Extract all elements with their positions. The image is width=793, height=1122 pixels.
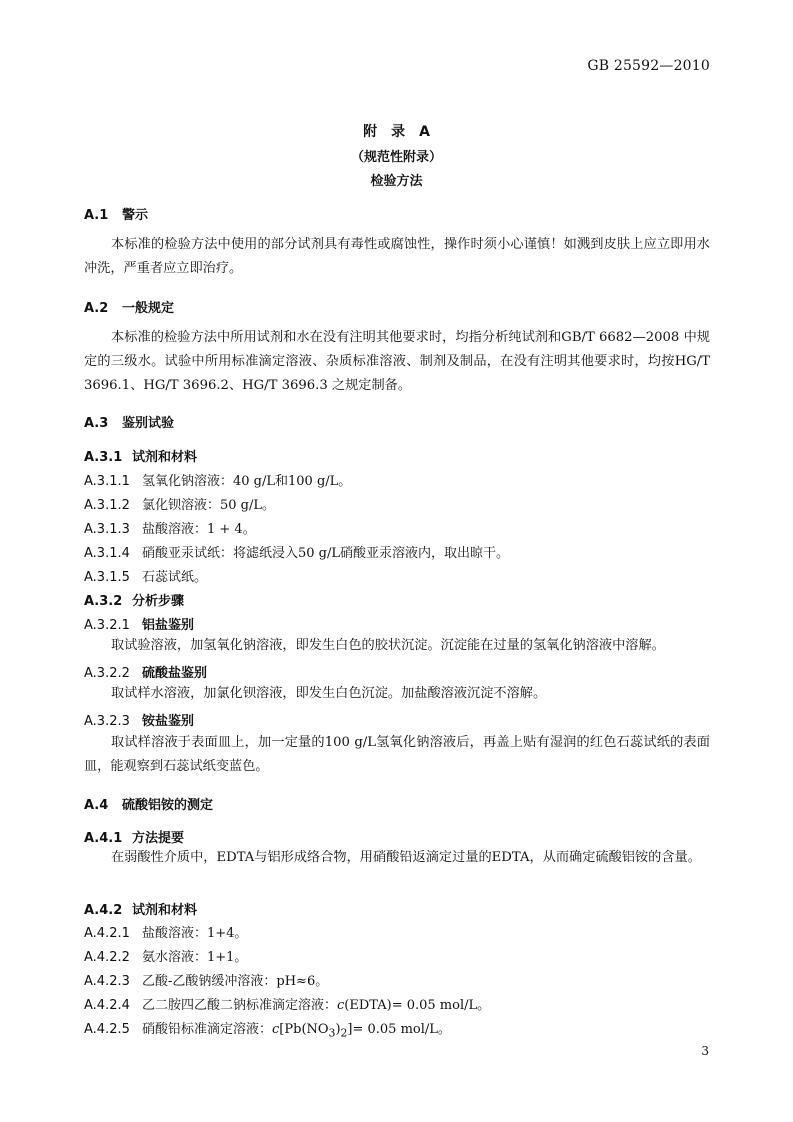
list-item: [84, 1018, 451, 1040]
clause-title: 方法提要: [132, 831, 185, 846]
section-a42-heading: [84, 899, 197, 918]
clause-text: [142, 1022, 451, 1040]
clause-text: [142, 998, 490, 1013]
clause-number: A.4.2.1: [84, 926, 130, 941]
list-item: [84, 566, 207, 585]
section-a31-heading: [84, 446, 197, 465]
clause-number: A.3.1: [84, 450, 123, 465]
clause-title: 分析步骤: [132, 594, 185, 609]
section-number: A.2: [84, 301, 109, 316]
list-item: [84, 470, 351, 489]
clause-text: 石蕊试纸。: [142, 570, 208, 585]
list-item: [84, 518, 256, 537]
list-item: [84, 946, 247, 965]
section-a1-heading: [84, 204, 148, 223]
appendix-heading: 检验方法: [370, 174, 423, 189]
clause-title: 试剂和材料: [132, 450, 198, 465]
section-a2-heading: [84, 297, 174, 316]
document-code: GB 25592—2010: [587, 58, 710, 74]
clause-number: A.3.2.2: [84, 666, 130, 681]
subscript: 3: [328, 1026, 336, 1040]
clause-text: 硝酸亚汞试纸：将滤纸浸入50 g/L硝酸亚汞溶液内，取出晾干。: [142, 546, 510, 561]
section-a322-heading: [84, 662, 207, 681]
section-title: 硫酸铝铵的测定: [122, 798, 214, 813]
clause-number: A.3.2.3: [84, 714, 130, 729]
clause-number: A.3.1.3: [84, 522, 130, 537]
concentration-symbol: c: [272, 1022, 280, 1037]
section-a321-text: 取试验溶液，加氢氧化钠溶液，即发生白色的胶状沉淀。沉淀能在过量的氢氧化钠溶液中溶解。: [111, 638, 665, 653]
section-a41-heading: [84, 827, 184, 846]
clause-text-post: (EDTA)= 0.05 mol/L。: [344, 998, 491, 1013]
clause-text: 氨水溶液：1+1。: [142, 950, 248, 965]
section-a3-heading: [84, 412, 174, 431]
clause-title: 铝盐鉴别: [142, 618, 195, 633]
clause-title: 试剂和材料: [132, 903, 198, 918]
list-item: [84, 970, 328, 989]
clause-number: A.3.2.1: [84, 618, 130, 633]
formula-part: ): [335, 1022, 341, 1037]
section-number: A.3: [84, 416, 109, 431]
formula-part: [Pb(NO: [279, 1022, 329, 1037]
section-a1-text: 本标准的检验方法中使用的部分试剂具有毒性或腐蚀性，操作时须小心谨慎！如溅到皮肤上应立即用水冲洗，严重者应立即治疗。: [84, 237, 710, 276]
section-a4-heading: [84, 794, 213, 813]
appendix-title: 附 录 A: [363, 124, 430, 140]
list-item: [84, 922, 247, 941]
clause-number: A.4.2: [84, 903, 123, 918]
clause-text: 氯化钡溶液：50 g/L。: [142, 498, 276, 513]
clause-text-pre: 乙二胺四乙酸二钠标准滴定溶液：: [142, 998, 338, 1013]
section-a41-text: 在弱酸性介质中，EDTA与铝形成络合物，用硝酸铅返滴定过量的EDTA，从而确定硫酸铝铵的含量。: [111, 850, 701, 865]
list-item: [84, 994, 490, 1013]
clause-title: 铵盐鉴别: [142, 714, 195, 729]
clause-number: A.4.2.3: [84, 974, 130, 989]
section-title: 鉴别试验: [122, 416, 175, 431]
clause-number: A.4.1: [84, 831, 123, 846]
appendix-subtitle: （规范性附录）: [350, 150, 442, 165]
concentration-symbol: c: [337, 998, 345, 1013]
section-number: A.1: [84, 208, 109, 223]
clause-text: 乙酸-乙酸钠缓冲溶液：pH≈6。: [142, 974, 329, 989]
clause-number: A.3.1.5: [84, 570, 130, 585]
clause-text: 盐酸溶液：1 + 4。: [142, 522, 256, 537]
section-a2-text: 本标准的检验方法中所用试剂和水在没有注明其他要求时，均指分析纯试剂和GB/T 6682—2008 中规定的三级水。试验中所用标准滴定溶液、杂质标准溶液、制剂及制品，在没有注明其他要求时，均按HG/T 3696.1、HG/T 3696.2、HG/T 3696.3 之规定制备。: [84, 330, 710, 393]
clause-text-post: ]= 0.05 mol/L。: [347, 1022, 451, 1037]
section-a323-text: 取试样溶液于表面皿上，加一定量的100 g/L氢氧化钠溶液后，再盖上贴有湿润的红色石蕊试纸的表面皿，能观察到石蕊试纸变蓝色。: [84, 735, 710, 774]
clause-number: A.4.2.2: [84, 950, 130, 965]
list-item: [84, 494, 275, 513]
list-item: [84, 542, 509, 561]
section-a322-text: 取试样水溶液，加氯化钡溶液，即发生白色沉淀。加盐酸溶液沉淀不溶解。: [111, 686, 547, 701]
section-title: 一般规定: [122, 301, 175, 316]
clause-number: A.3.1.2: [84, 498, 130, 513]
section-number: A.4: [84, 798, 109, 813]
clause-title: 硫酸盐鉴别: [142, 666, 208, 681]
section-a323-heading: [84, 710, 194, 729]
clause-number: A.4.2.5: [84, 1022, 130, 1037]
section-a32-heading: [84, 590, 184, 609]
clause-number: A.4.2.4: [84, 998, 130, 1013]
section-a321-heading: [84, 614, 194, 633]
clause-number: A.3.2: [84, 594, 123, 609]
clause-number: A.3.1.4: [84, 546, 130, 561]
clause-text-pre: 硝酸铅标准滴定溶液：: [142, 1022, 273, 1037]
subscript: 2: [340, 1026, 348, 1040]
clause-text: 盐酸溶液：1+4。: [142, 926, 248, 941]
section-title: 警示: [122, 208, 149, 223]
page-number: 3: [701, 1044, 709, 1058]
clause-number: A.3.1.1: [84, 474, 130, 489]
clause-text: 氢氧化钠溶液：40 g/L和100 g/L。: [142, 474, 352, 489]
